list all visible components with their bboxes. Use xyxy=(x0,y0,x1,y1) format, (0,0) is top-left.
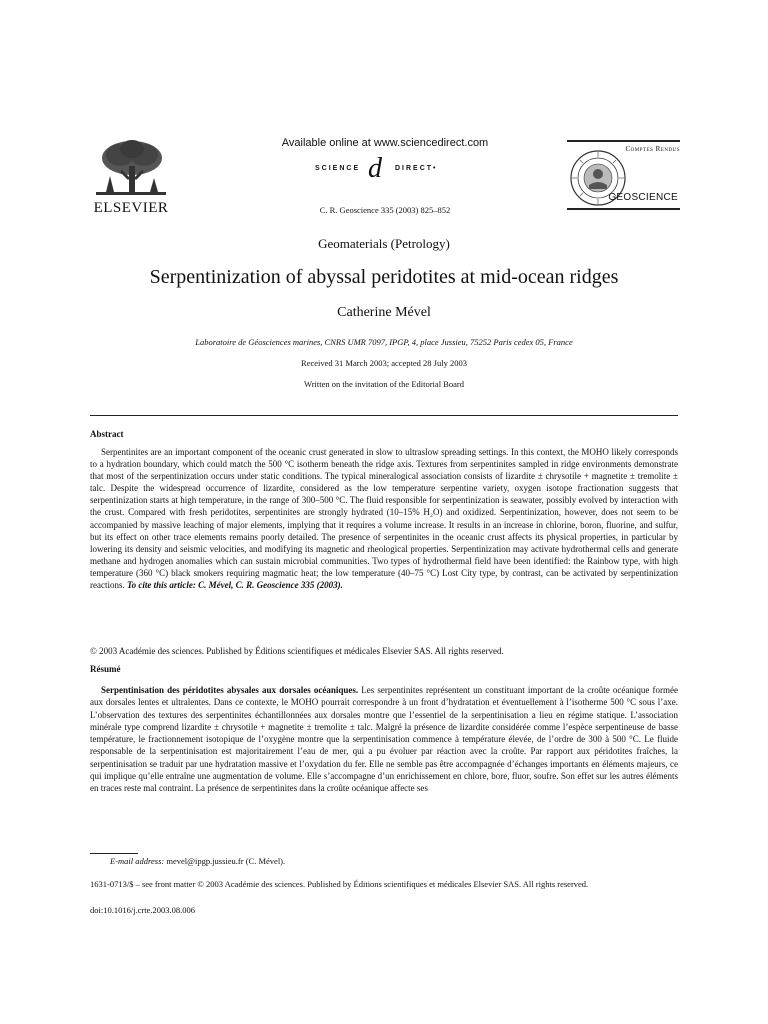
sd-logo-right: DIRECT• xyxy=(395,165,438,172)
sd-logo-at: d xyxy=(368,153,382,184)
resume-text: Les serpentinites représentent un constituant important de la croûte océanique formée aux dorsales lentes et ultralentes. Dans ce contexte, le MOHO pourrait correspondre à un front d’hydratation et éventuellement à l’isotherme 500 °C sous l’axe. L’observation des textures des serpentinites échantillonnées aux dorsales montre que l’essentiel de la serpentinisation a lieu en régime statique. L’association minérale type comprend lizardite ± chrysotile + magnetite ± tremolite ± talc. Malgré la présence de lizardite considérée comme l’espèce serpentineuse de basse température, le fractionnement isotopique de l’oxygène montre que la serpentinisation commence à température élevée, de l’ordre de 300 à 500 °C. Le fluide responsable de la serpentinisation est majoritairement l’eau de mer, qui a pu évoluer par réaction avec la croûte. Par rapport aux péridotites fraîches, la serpentinisation se traduit par une hydratation massive et l’oxydation du fer. Elle ne semble pas être accompagnée d’échanges importants en éléments majeurs, ce qui implique qu’elle entraîne une augmentation de volume. Elle s’accompagne d’un enrichissement en chlore, bore, fluor, soufre. Son effet sur les autres éléments en traces reste mal contraint. La présence de serpentinites dans la croûte océanique affecte ses xyxy=(90,685,678,794)
citation-note: To cite this article: C. Mével, C. R. Geoscience 335 (2003). xyxy=(126,580,343,591)
available-online-link[interactable]: Available online at www.sciencedirect.com xyxy=(281,137,489,149)
journal-series: Comptes Rendus xyxy=(625,145,680,153)
resume-heading: Résumé xyxy=(90,664,121,674)
elsevier-logo xyxy=(86,138,176,220)
header-divider xyxy=(90,415,678,416)
author-affiliation: Laboratoire de Géosciences marines, CNRS UMR 7097, IPGP, 4, place Jussieu, 75252 Paris cedex 05, France xyxy=(195,337,573,347)
comptes-rendus-logo xyxy=(567,140,680,210)
email-label: E-mail address: xyxy=(110,856,165,866)
sciencedirect-logo xyxy=(315,155,455,185)
paper-title: Serpentinization of abyssal peridotites at mid-ocean ridges xyxy=(149,266,619,288)
resume-lead: Serpentinisation des péridotites abysales aux dorsales océaniques. xyxy=(101,685,359,695)
author-email xyxy=(110,856,285,866)
footnote-divider xyxy=(90,853,138,854)
front-matter-notice: 1631-0713/$ – see front matter © 2003 Académie des sciences. Published by Éditions scientifiques et médicales Elsevier SAS. All rights reserved. xyxy=(90,879,589,889)
section-title: Geomaterials (Petrology) xyxy=(318,236,450,251)
email-value[interactable]: mevel@ipgp.jussieu.fr (C. Mével). xyxy=(164,856,286,866)
invitation-note: Written on the invitation of the Editorial Board xyxy=(304,379,464,389)
abstract-text: Serpentinites are an important component of the oceanic crust generated in slow to ultraslow spreading settings. In this context, the MOHO likely corresponds to a hydration boundary, which could match the 500 °C isotherm beneath the ridge axis. Textures from serpentinites sampled in ridge environments demonstrate that most of the serpentinization occurs under static conditions. The typical mineralogical association consists of lizardite ± chrysotile + magnetite ± tremolite ± talc. Despite the widespread occurrence of lizardite, considered as the low temperature serpentine variety, oxygen isotope fractionation suggests that serpentinization starts at high temperature, in the range of 300–500 °C. The fluid responsible for serpentinization is seawater, possibly evolved by interaction with the crust. Compared with fresh peridotites, serpentinites are strongly hydrated (10–15% H₂O) and oxidized. Serpentinization, however, does not seem to be accompanied by massive leaching of major elements, implying that it requires a volume increase. It results in an increase in chlorine, boron, fluorine, and sulfur, but its effect on other trace elements remains poorly detailed. The presence of serpentinites in the oceanic crust affects its physical properties, in particular by lowering its density and seismic velocities, and modifying its magnetic and rheological properties. Serpentinization may activate hydrothermal cells and generate methane and hydrogen anomalies which can sustain microbial communities. Two types of hydrothermal field have been identified: the Rainbow type, with high temperature (360 °C) black smokers requiring magmatic heat; the low temperature (40–75 °C) Lost City type, by contrast, can be activated by serpentinization reactions. xyxy=(90,447,678,591)
journal-reference: C. R. Geoscience 335 (2003) 825–852 xyxy=(319,205,451,215)
author-name: Catherine Mével xyxy=(337,305,431,320)
abstract-heading: Abstract xyxy=(90,429,124,439)
received-dates: Received 31 March 2003; accepted 28 July 2003 xyxy=(301,358,467,368)
journal-name: GEOSCIENCE xyxy=(608,192,678,203)
publisher-name: ELSEVIER xyxy=(93,200,169,216)
abstract-body xyxy=(90,446,678,591)
doi-link[interactable]: doi:10.1016/j.crte.2003.08.006 xyxy=(90,905,196,915)
elsevier-tree-icon xyxy=(92,138,170,198)
resume-body xyxy=(90,684,678,795)
logo-rule-top xyxy=(567,140,680,142)
logo-rule-bottom xyxy=(567,208,680,210)
sd-logo-left: SCIENCE xyxy=(315,165,361,172)
copyright-notice: © 2003 Académie des sciences. Published by Éditions scientifiques et médicales Elsevier SAS. All rights reserved. xyxy=(90,646,504,656)
